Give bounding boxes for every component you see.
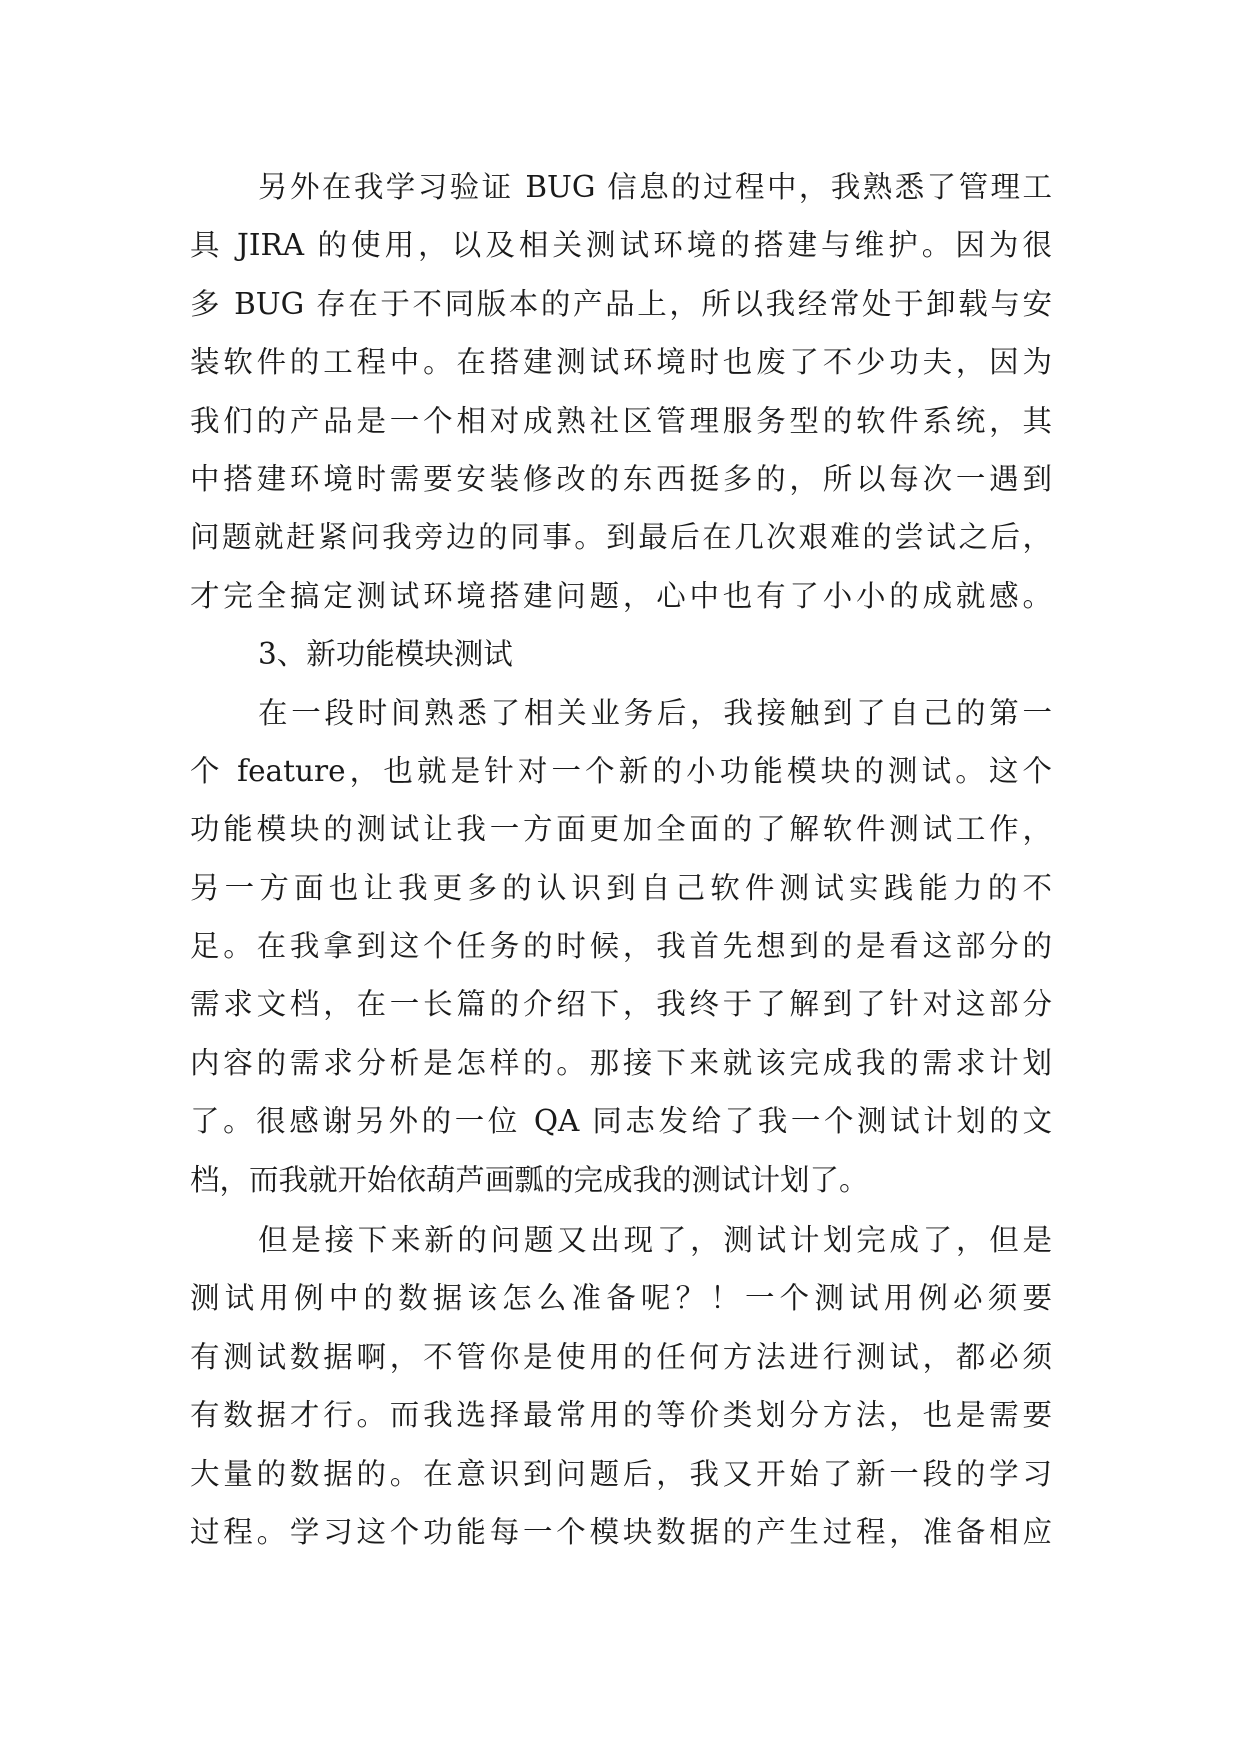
paragraph-line: 功能模块的测试让我一方面更加全面的了解软件测试工作，	[190, 812, 1052, 847]
paragraph-line: 足。在我拿到这个任务的时候，我首先想到的是看这部分的	[190, 929, 1052, 964]
paragraph-line: 但是接下来新的问题又出现了，测试计划完成了，但是	[258, 1223, 1052, 1258]
paragraph-line: 中搭建环境时需要安装修改的东西挺多的，所以每次一遇到	[190, 461, 1052, 496]
paragraph-line: 有数据才行。而我选择最常用的等价类划分方法，也是需要	[190, 1398, 1052, 1433]
paragraph-line: 过程。学习这个功能每一个模块数据的产生过程，准备相应	[190, 1514, 1052, 1549]
paragraph-line: 内容的需求分析是怎样的。那接下来就该完成我的需求计划	[190, 1045, 1052, 1080]
paragraph-line: 装软件的工程中。在搭建测试环境时也废了不少功夫，因为	[190, 345, 1052, 380]
paragraph-line: 具 JIRA 的使用，以及相关测试环境的搭建与维护。因为很	[190, 228, 1052, 263]
paragraph-line: 我们的产品是一个相对成熟社区管理服务型的软件系统，其	[190, 403, 1052, 438]
paragraph-line: 个 feature，也就是针对一个新的小功能模块的测试。这个	[190, 753, 1052, 788]
paragraph-line: 多 BUG 存在于不同版本的产品上，所以我经常处于卸载与安	[190, 286, 1052, 321]
paragraph-line: 了。很感谢另外的一位 QA 同志发给了我一个测试计划的文	[190, 1104, 1052, 1139]
paragraph-line: 另外在我学习验证 BUG 信息的过程中，我熟悉了管理工	[258, 170, 1052, 204]
paragraph-line: 才完全搞定测试环境搭建问题，心中也有了小小的成就感。	[190, 578, 1052, 613]
paragraph-line: 在一段时间熟悉了相关业务后，我接触到了自己的第一	[258, 695, 1052, 730]
document-body	[190, 158, 1052, 1561]
section-heading: 3、新功能模块测试	[258, 637, 513, 672]
paragraph-line: 测试用例中的数据该怎么准备呢？！一个测试用例必须要	[190, 1281, 1052, 1316]
paragraph-line: 问题就赶紧问我旁边的同事。到最后在几次艰难的尝试之后，	[190, 520, 1052, 555]
paragraph-line: 大量的数据的。在意识到问题后，我又开始了新一段的学习	[190, 1456, 1052, 1491]
paragraph-line: 有测试数据啊，不管你是使用的任何方法进行测试，都必须	[190, 1339, 1052, 1374]
paragraph-line: 档，而我就开始依葫芦画瓢的完成我的测试计划了。	[190, 1162, 869, 1197]
paragraph-line: 需求文档，在一长篇的介绍下，我终于了解到了针对这部分	[190, 987, 1052, 1022]
paragraph-line: 另一方面也让我更多的认识到自己软件测试实践能力的不	[190, 870, 1052, 905]
